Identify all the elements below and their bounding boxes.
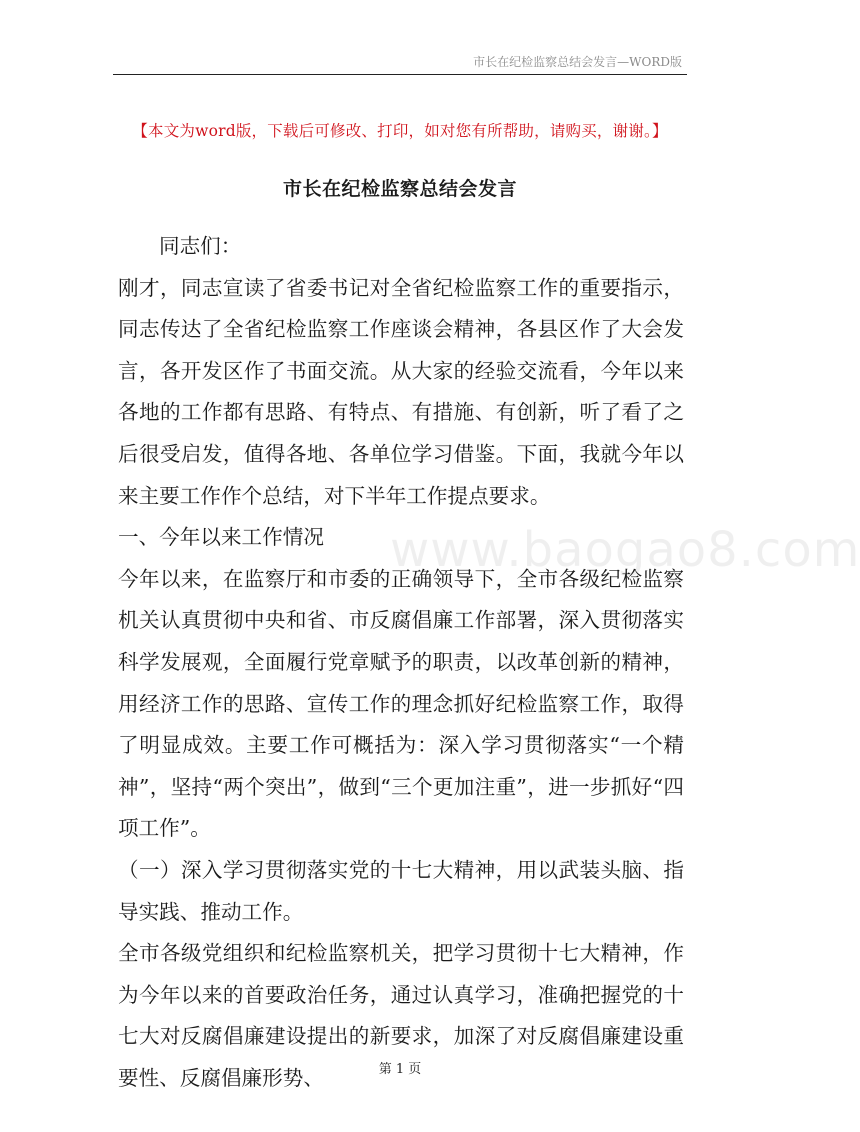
paragraph: 全市各级党组织和纪检监察机关，把学习贯彻十七大精神，作为今年以来的首要政治任务，通过认真学习，准确把握党的十七大对反腐倡廉建设提出的新要求，加深了对反腐倡廉建设重要性、反腐倡廉形势、: [118, 941, 684, 1090]
document-title: 市长在纪检监察总结会发言: [282, 178, 517, 200]
section-heading: 一、今年以来工作情况: [118, 525, 324, 550]
header-divider: [113, 74, 687, 75]
document-body: [118, 226, 684, 1099]
subsection-heading: （一）深入学习贯彻落实党的十七大精神，用以武装头脑、指导实践、推动工作。: [118, 857, 684, 924]
purchase-notice: 【本文为word版，下载后可修改、打印，如对您有所帮助，请购买，谢谢。】: [132, 122, 668, 140]
running-header: 市长在纪检监察总结会发言—WORD版: [473, 55, 682, 69]
watermark: www.baogao8.com: [390, 522, 860, 578]
paragraph: 刚才，同志宣读了省委书记对全省纪检监察工作的重要指示，同志传达了全省纪检监察工作座谈会精神，各县区作了大会发言，各开发区作了书面交流。从大家的经验交流看，今年以来各地的工作都有思路、有特点、有措施、有创新，听了看了之后很受启发，值得各地、各单位学习借鉴。下面，我就今年以来主要工作作个总结，对下半年工作提点要求。: [118, 275, 684, 508]
paragraph: 今年以来，在监察厅和市委的正确领导下，全市各级纪检监察机关认真贯彻中央和省、市反腐倡廉工作部署，深入贯彻落实科学发展观，全面履行党章赋予的职责，以改革创新的精神，用经济工作的思路、宣传工作的理念抓好纪检监察工作，取得了明显成效。主要工作可概括为：深入学习贯彻落实“一个精神”，坚持“两个突出”，做到“三个更加注重”，进一步抓好“四项工作”。: [118, 566, 684, 841]
salutation: 同志们：: [159, 234, 242, 258]
page-number: 第 1 页: [378, 1062, 422, 1077]
